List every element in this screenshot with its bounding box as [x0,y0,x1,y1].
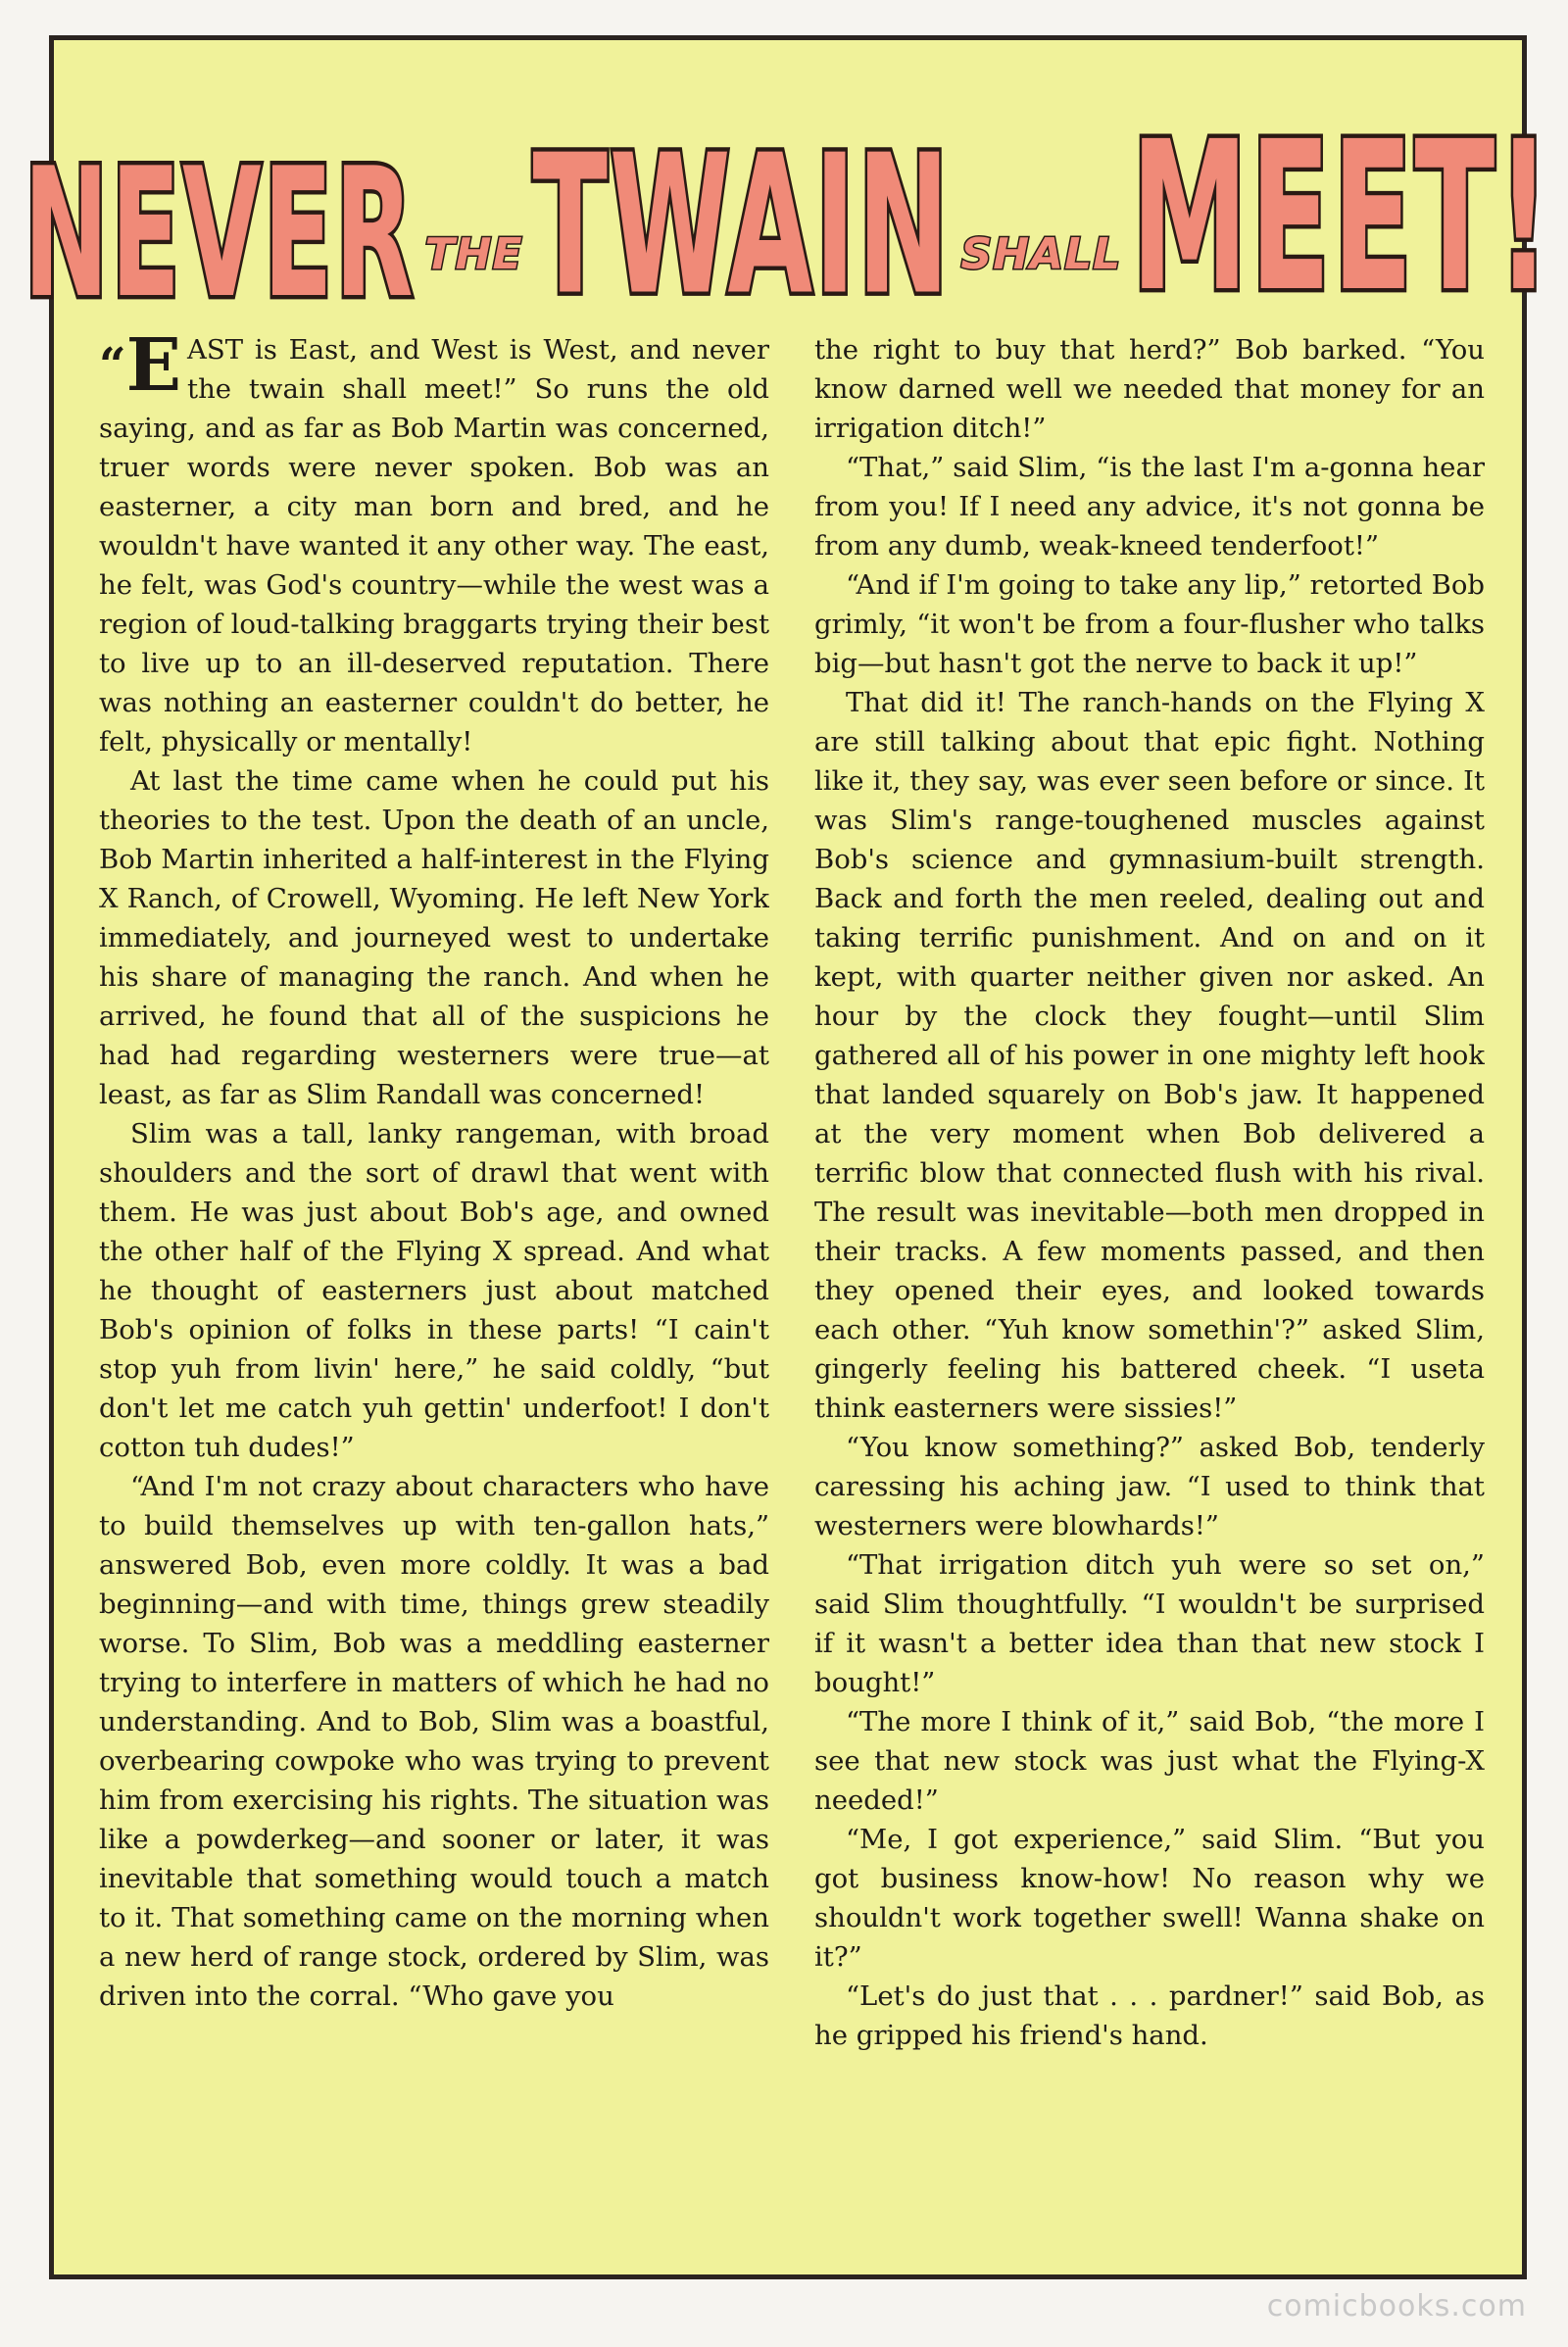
right-column [814,330,1485,2251]
title-word-meet: MEET! [1131,99,1553,338]
drop-cap: “E [99,330,182,408]
title-word-shall: SHALL [960,229,1122,279]
title-word-twain: TWAIN [532,115,952,338]
story-title [23,68,1553,338]
story-paragraph: “You know something?” asked Bob, tenderly caressing his aching jaw. “I used to think that westerners were blowhards!” [814,1432,1485,1541]
story-paragraph: Slim was a tall, lanky rangeman, with broad shoulders and the sort of drawl that went with them. He was just about Bob's age, and owned the other half of the Flying X spread. And what he thought of easterners just about matched Bob's opinion of folks in these parts! “I cain't stop yuh from livin' here,” he said coldly, “but don't let me catch yuh gettin' underfoot! I don't cotton tuh dudes!” [99,1118,769,1463]
story-paragraph: “And if I'm going to take any lip,” retorted Bob grimly, “it won't be from a four-flusher who talks big—but hasn't got the nerve to back it up!” [814,569,1485,679]
story-paragraph: “Let's do just that . . . pardner!” said Bob, as he gripped his friend's hand. [814,1980,1485,2051]
story-paragraph: the right to buy that herd?” Bob barked. “You know darned well we needed that money for an irrigation ditch!” [814,334,1485,444]
story-paragraph: “That irrigation ditch yuh were so set on,” said Slim thoughtfully. “I wouldn't be surprised if it wasn't a better idea than that new stock I bought!” [814,1549,1485,1698]
story-paragraph: That did it! The ranch-hands on the Flying X are still talking about that epic fight. Nothing like it, they say, was ever seen before or since. It was Slim's range-toughened muscles against Bob's science and gymnasium-built strength. Back and forth the men reeled, dealing out and taking terrific punishment. And on and on it kept, with quarter neither given nor asked. An hour by the clock they fought—until Slim gathered all of his power in one mighty left hook that landed squarely on Bob's jaw. It happened at the very moment when Bob delivered a terrific blow that connected flush with his rival. The result was inevitable—both men dropped in their tracks. A few moments passed, and then they opened their eyes, and looked towards each other. “Yuh know somethin'?” asked Slim, gingerly feeling his battered cheek. “I useta think easterners were sissies!” [814,687,1485,1424]
text-story-panel [23,35,1553,2279]
story-paragraph: “And I'm not crazy about characters who have to build themselves up with ten-gallon hats,” answered Bob, even more coldly. It was a bad beginning—and with time, things grew steadily worse. To Slim, Bob was a meddling easterner trying to interfere in matters of which he had no understanding. And to Bob, Slim was a boastful, overbearing cowpoke who was trying to prevent him from exercising his rights. The situation was like a powderkeg—and sooner or later, it was inevitable that something would touch a match to it. That something came on the morning when a new herd of range stock, ordered by Slim, was driven into the corral. “Who gave you [99,1471,769,2012]
story-paragraph: At last the time came when he could put his theories to the test. Upon the death of an uncle, Bob Martin inherited a half-interest in the Flying X Ranch, of Crowell, Wyoming. He left New York immediately, and journeyed west to undertake his share of managing the ranch. And when he arrived, he found that all of the suspicions he had had regarding westerners were true—at least, as far as Slim Randall was concerned! [99,765,769,1110]
story-paragraph: “E AST is East, and West is West, and never the twain shall meet!” So runs the old saying, and as far as Bob Martin was concerned, truer words were never spoken. Bob was an easterner, a city man born and bred, and he wouldn't have wanted it any other way. The east, he felt, was God's country—while the west was a region of loud-talking braggarts trying their best to live up to an ill-deserved reputation. There was nothing an easterner couldn't do better, he felt, physically or mentally! [99,330,769,758]
left-column [99,330,769,2251]
story-paragraph: “Me, I got experience,” said Slim. “But you got business know-how! No reason why we shouldn't work together swell! Wanna shake on it?” [814,1824,1485,1973]
story-columns [99,330,1485,2251]
title-word-the: THE [424,229,523,279]
title-word-never: NEVER [23,128,416,338]
story-paragraph: “The more I think of it,” said Bob, “the more I see that new stock was just what the Flying-X needed!” [814,1706,1485,1816]
watermark: comicbooks.com [1266,2289,1527,2323]
story-paragraph: “That,” said Slim, “is the last I'm a-gonna hear from you! If I need any advice, it's not gonna be from any dumb, weak-kneed tenderfoot!” [814,452,1485,562]
